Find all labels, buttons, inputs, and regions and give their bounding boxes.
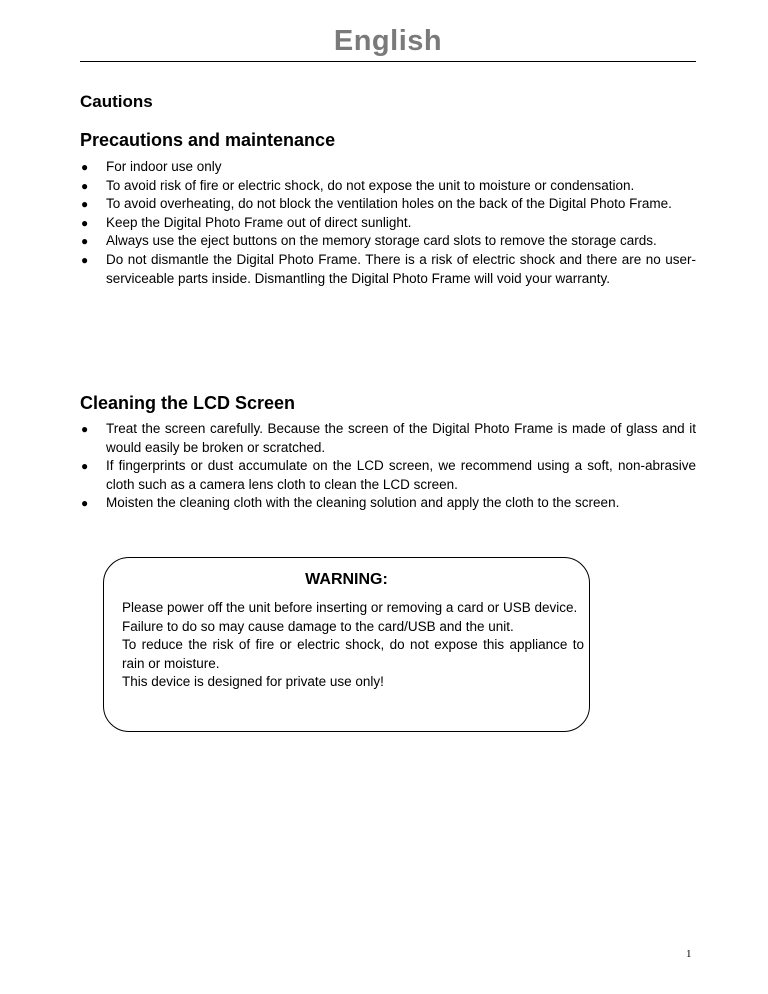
precautions-list — [80, 158, 696, 288]
precautions-heading: Precautions and maintenance — [80, 130, 336, 150]
list-item — [80, 177, 696, 196]
list-item — [80, 158, 696, 177]
list-item-text: To avoid risk of fire or electric shock, do not expose the unit to moisture or condensation. — [106, 177, 635, 193]
warning-text — [122, 599, 584, 692]
cleaning-list — [80, 420, 696, 513]
bullet-icon: ● — [81, 496, 89, 511]
warning-line: To reduce the risk of fire or electric shock, do not expose this appliance to rain or moisture. — [122, 637, 584, 671]
title-divider — [80, 61, 696, 62]
bullet-icon: ● — [81, 459, 89, 474]
list-item — [80, 214, 696, 233]
list-item-text: Always use the eject buttons on the memory storage card slots to remove the storage cards. — [106, 233, 657, 249]
list-item — [80, 420, 696, 457]
list-item-text: Treat the screen carefully. Because the screen of the Digital Photo Frame is made of glass and it would easily be broken or scratched. — [106, 421, 696, 455]
bullet-icon: ● — [81, 178, 89, 193]
cleaning-heading: Cleaning the LCD Screen — [80, 393, 296, 413]
list-item-text: Moisten the cleaning cloth with the cleaning solution and apply the cloth to the screen. — [106, 495, 620, 511]
bullet-icon: ● — [81, 422, 89, 436]
page-title: English — [333, 25, 443, 57]
bullet-icon: ● — [81, 197, 89, 212]
list-item — [80, 251, 696, 288]
list-item-text: To avoid overheating, do not block the ventilation holes on the back of the Digital Photo Frame. — [106, 196, 672, 212]
list-item-text: Do not dismantle the Digital Photo Frame. There is a risk of electric shock and there are no user-serviceable parts inside. Dismantling the Digital Photo Frame will void your warranty. — [106, 251, 696, 286]
warning-line: Failure to do so may cause damage to the card/USB and the unit. — [122, 618, 514, 634]
list-item-text: For indoor use only — [106, 159, 222, 174]
warning-line: Please power off the unit before inserting or removing a card or USB device. — [122, 600, 578, 615]
list-item — [80, 494, 696, 513]
list-item — [80, 195, 696, 214]
list-item — [80, 232, 696, 251]
page-number: 1 — [686, 948, 692, 960]
bullet-icon: ● — [81, 160, 89, 174]
bullet-icon: ● — [81, 252, 89, 267]
list-item-text: Keep the Digital Photo Frame out of direct sunlight. — [106, 214, 412, 230]
warning-box — [103, 557, 590, 732]
cautions-heading: Cautions — [80, 92, 153, 111]
list-item — [80, 457, 696, 494]
list-item-text: If fingerprints or dust accumulate on the LCD screen, we recommend using a soft, non-abrasive cloth such as a camera lens cloth to clean the LCD screen. — [106, 458, 696, 492]
bullet-icon: ● — [81, 234, 89, 249]
warning-title: WARNING: — [305, 571, 388, 588]
warning-line: This device is designed for private use only! — [122, 674, 384, 690]
bullet-icon: ● — [81, 215, 89, 230]
